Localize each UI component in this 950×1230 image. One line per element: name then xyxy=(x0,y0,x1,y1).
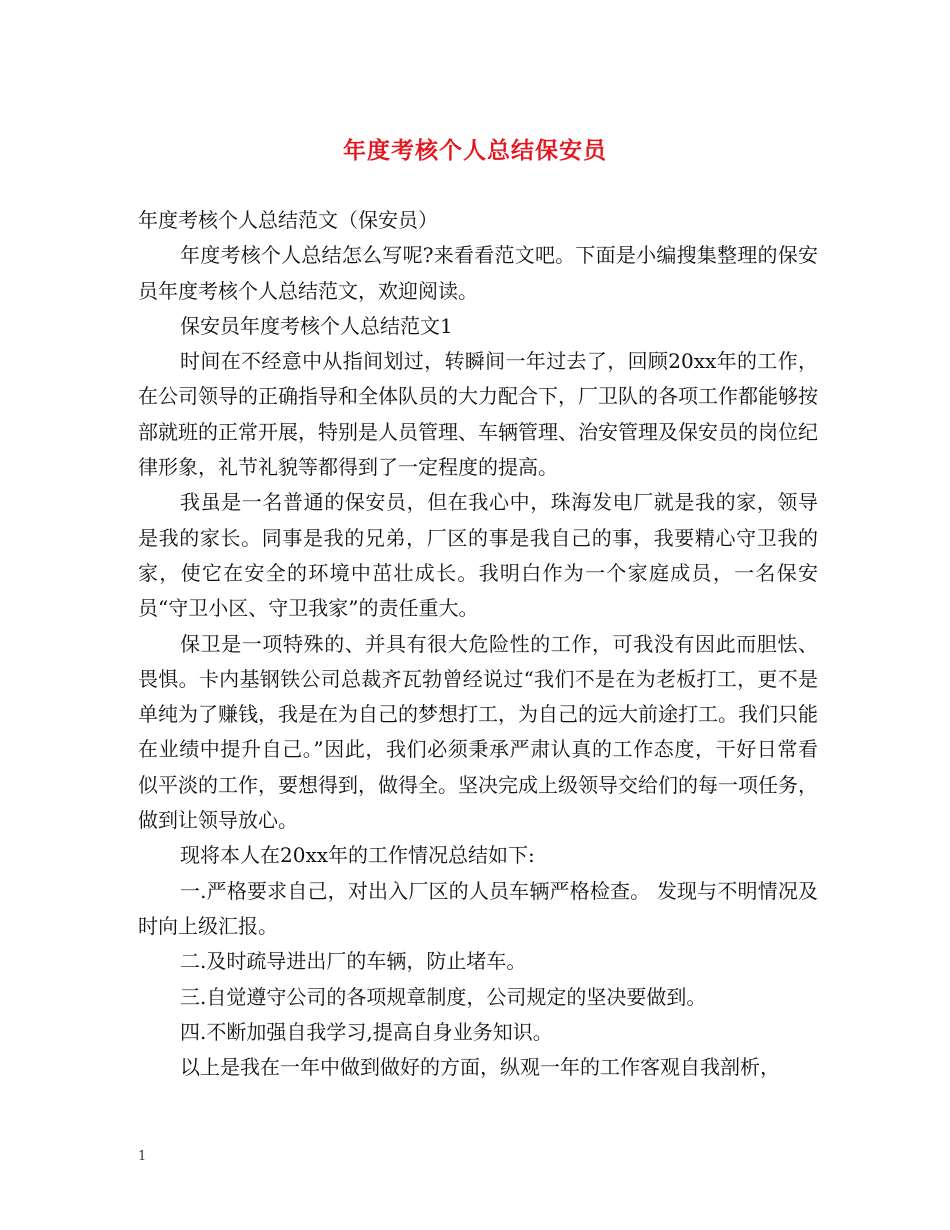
document-title: 年度考核个人总结保安员 xyxy=(343,138,607,164)
body-paragraph: 保卫是一项特殊的、并具有很大危险性的工作，可我没有因此而胆怯、畏惧。卡内基钢铁公司总裁齐瓦勃曾经说过“我们不是在为老板打工，更不是单纯为了赚钱，我是在为自己的梦想打工，为自己的远大前途打工。我们只能在业绩中提升自己。”因此，我们必须秉承严肃认真的工作态度，干好日常看似平淡的工作，要想得到，做得全。坚决完成上级领导交给们的每一项任务，做到让领导放心。 xyxy=(138,631,818,833)
subtitle-paragraph: 年度考核个人总结范文（保安员） xyxy=(138,208,438,232)
body-paragraph: 时间在不经意中从指间划过，转瞬间一年过去了，回顾20xx年的工作，在公司领导的正确指导和全体队员的大力配合下，厂卫队的各项工作都能够按部就班的正常开展，特别是人员管理、车辆管理、治安管理及保安员的岗位纪律形象，礼节礼貌等都得到了一定程度的提高。 xyxy=(138,349,818,480)
list-item: 四.不断加强自我学习,提高自身业务知识。 xyxy=(180,1019,553,1044)
section-heading: 保安员年度考核个人总结范文1 xyxy=(180,313,453,338)
page-number: 1 xyxy=(138,1149,147,1164)
body-paragraph: 以上是我在一年中做到做好的方面，纵观一年的工作客观自我剖析， xyxy=(180,1055,780,1080)
body-paragraph: 我虽是一名普通的保安员，但在我心中，珠海发电厂就是我的家，领导是我的家长。同事是我的兄弟，厂区的事是我自己的事，我要精心守卫我的家，使它在安全的环境中茁壮成长。我明白作为一个家庭成员，一名保安员“守卫小区、守卫我家”的责任重大。 xyxy=(138,490,818,621)
intro-paragraph: 年度考核个人总结怎么写呢?来看看范文吧。下面是小编搜集整理的保安员年度考核个人总结范文，欢迎阅读。 xyxy=(138,243,818,303)
document-body xyxy=(138,203,818,1085)
body-paragraph: 现将本人在20xx年的工作情况总结如下: xyxy=(180,843,535,868)
list-item: 二.及时疏导进出厂的车辆，防止堵车。 xyxy=(180,949,527,974)
list-item: 一.严格要求自己，对出入厂区的人员车辆严格检查。 发现与不明情况及时向上级汇报。 xyxy=(138,878,818,938)
list-item: 三.自觉遵守公司的各项规章制度，公司规定的坚决要做到。 xyxy=(180,984,707,1009)
